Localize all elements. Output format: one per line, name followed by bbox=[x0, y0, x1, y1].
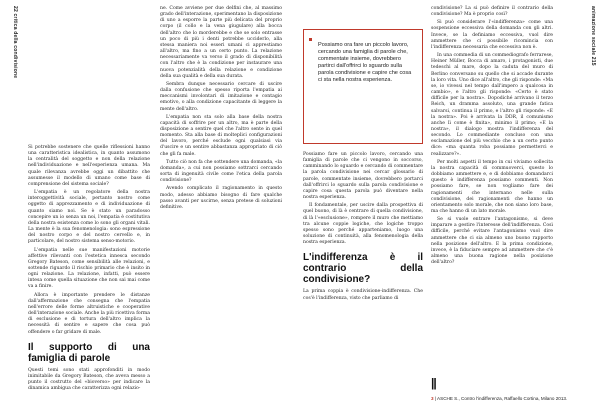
col4-para-3: In una commedia di un commediografo ferrarese, Heiner Müller, Bocca di amaro, i protagonisti, due tedeschi al mare, dopo la caduta del muro di Berlino conversano su quello che si accade durante la loro vita. Uno dice all'altro, che gli risponde: «Ma se, io vivessi nel tempo dall'impero a qualcosa in cambio», e l'altro gli risponde: «Certo è stato difficile per la nostra». Dopodiché arrivano il terzo Reich, un dramma assoluto, una grande fatica salvarsi, continua il primo, e l'altro gli risponde: «E la nostra». Poi è arrivata la DDR, il comunismo anche lì come è finita», minimo il primo; «E la nostra», il dialogo mostra l'indifferenza del secondo. Lo commediante concluso con una esclamazione del più vecchio che a un certo punto dice: «ma quanta roba possiamo permetterci e realizzare?». bbox=[431, 53, 553, 157]
col1-para-4: Allora è importante prendere le distanze dall'affermazione che consegna che l'empatia nell'errore delle forme altruistiche e cooperative dell'interazione sociale. Anche la più ricettiva forma di esclusione e di tortura dell'altro implica la necessità di sentire e sapere che cosa può offendere o far gridare di male. bbox=[28, 292, 150, 335]
col3-para-2: Il fondamentale, per uscire dalla prospettiva di quel buono, di là è centrare di quella condivisione, di là l'«esclusione», rompere il muro che mettiamo tra alcune coppie logiche, che logiche troppo spesso sono perché apparteniamo, luogo una soluzione di continuità, alla fenomenologia della nostra esperienza. bbox=[303, 203, 423, 246]
footnote bbox=[431, 396, 581, 402]
section-heading-2: L'indifferenza è il contrario della condivisione? bbox=[303, 252, 423, 286]
column-3 bbox=[303, 152, 423, 304]
col1-para-after: Questi temi sono stati approfonditi in modo inimitabile da Gregory Bateson, che aveva messo a punto il costrutto del «bioverso» per indicare la dinamica ambigua che caratterizza ogni relazio- bbox=[28, 367, 150, 392]
spine-left bbox=[4, 6, 18, 416]
col4-para-1: condivisione? La si può definire il contrario della condivisione? Ma è proprio così? bbox=[431, 6, 553, 18]
section-divider-icon: || bbox=[431, 376, 436, 390]
column-4 bbox=[431, 6, 553, 268]
col1-para-3: L'empatia nelle sue manifestazioni motorie affettive rilevanti con l'estetica innesca secondo Gregory Bateson, come sensibilità alle relazioni, e sottende riguardo il rischio primario che è insito in ogni relazione. La relazione, infatti, può essere intesa come quella situazione che non sai mai come va a finire. bbox=[28, 247, 150, 290]
col3-para-after: La prima coppia è condivisione-indifferenza. Che cos'è l'indifferenza, visto che parliamo di bbox=[303, 289, 423, 301]
quote-marker-icon bbox=[309, 38, 312, 41]
column-2 bbox=[160, 6, 282, 213]
spine-left-text: 22 critica della condivisione bbox=[12, 6, 18, 79]
column-1 bbox=[28, 145, 150, 394]
footnote-number: 3 bbox=[431, 396, 434, 401]
col4-para-2: Si può considerare l'«indifferenza» come una sospensione eccessiva della domanda con gli altri. Invece, se la definiamo eccessiva, vuol dire ammettere che ci possibile ricomincia con l'indifferenza necessaria che eccessiva non è. bbox=[431, 20, 553, 50]
col2-para-3: L'empatia non sta solo alla base della nostra capacità di soffrire per un altro, ma è parte della disposizione a sentire quel che l'altro sente in quel momento. Sta alla base di molteplici configurazioni del lavoro, perché esclude ogni qualsiasi via d'uscire e un sentire abbastanza appropriato di ciò che gli fa male. bbox=[160, 114, 282, 157]
col1-para-2: L'empatia è un regolatore della nostra interoggettività sociale, pertanto nostro come oggetto di apprezzamento e di individuazione di quanto siamo noi. Se è stato un paradosso concepire un io senza un noi, l'empatia è costitutiva della nostra esistenza come lo sono gli organi vitali. La mente è la sua fenomenologia: sono espressione del nostro corpo e del nostro cervello e, in particolare, del nostro sistema senso-motorio. bbox=[28, 190, 150, 245]
spine-right-text: animazione sociale 215 bbox=[590, 6, 596, 66]
col2-para-1: ne. Come avviene per due delfini che, al massimo grado dell'interazione, sperimentano la disposizione di uno a esporre la parte più delicata del proprio corpo (il collo e la vena giugulare) alla bocca dell'altro che lo morderebbe e che se solo entrasse un poco di più i denti potrebbe ucciderlo, alla stessa maniera noi esseri umani ci apprestiamo all'altro, ma fino a un certo punto. La relazione necessariamente va verso il grado di disponibilità con l'altro che è la condizione per instaurare una nuova potenzialità della relazione e condizione della sua qualità e della sua durata. bbox=[160, 6, 282, 79]
col2-para-4: Tutto ciò non fa che sottendere una domanda, «la domanda», a cui non possiamo sottrarci cercando sorta di ingenuità civile come l'etica della parola condivisione? bbox=[160, 159, 282, 184]
col4-para-4: Per molti aspetti il tempo in cui viviamo sollecita la nostra capacità di commuoverci, questo lo dobbiamo ammettere e, e di dobbiamo domandarci questo è indifferenza possiamo commenti. Non possiamo fare, se non vogliamo fare dei ragionamenti che internano nelle sulla condivisione, dei ragionamenti che hanno un orientamento solo morale, che non siano loro base, ma che hanno di un lato morale. bbox=[431, 159, 553, 214]
col2-para-2: Sembra dunque necessario cercare di uscire dalla confusione che spesso riporta l'empatia ai meccanismi involontari di imitazione e contagio emotivo, o alla condizione capacitante di leggere la mente dell'altro. bbox=[160, 81, 282, 112]
pull-quote-box bbox=[303, 29, 423, 144]
pull-quote-text: Possiamo ora fare un piccolo lavoro, cercando una famiglia di parole che, commentate insieme, dovrebbero partirci dall'offrirci lo sguardo sulla parola condivisione e capire che cosa ci sta nella nostra esperienza. bbox=[318, 42, 412, 84]
footnote-citation: | ASCHE S., Contro l'indifferenza, Raffaello Cortina, Milano 2013. bbox=[434, 396, 568, 401]
col3-para-1: Possiamo fare un piccolo lavoro, cercando una famiglia di parole che ci vengono in soccorso, camminando lo sguardo e cercando di commentare la parola condivisione nei cercar glossario di parole, commentate insieme, dovrebbero portarci dall'offrirci lo sguardo sulla parola condivisione e capire cosa questa parola può diventare nella nostra esperienza. bbox=[303, 152, 423, 201]
col1-para-1: Si potrebbe sostenere che quelle riflessioni hanno una caratteristica idealistica, in quanto assumono la centralità del soggetto e non della relazione nell'individuazione e nell'esperienza umana. Ma quale rilevanza avrebbe oggi un dibattito che assumesse il modello di umano come base di comprensione del sistema sociale? bbox=[28, 145, 150, 187]
col4-para-5: Se si vuole entrare l'antagonismo, si deve imparare a gestire l'interesse dell'indifferenza. Così difficile, perché evitare l'antagonismo vuol dire ammettere che ci sia almeno uno buono rapporto nella posizione dell'altro. E la prima condizione, invece, è la fiduciare sempre ad ammettere che c'è almeno una buona ragione nella posizione dell'altro? bbox=[431, 217, 553, 266]
section-heading-1: Il supporto di una famiglia di parole bbox=[28, 341, 150, 364]
spine-right bbox=[582, 6, 596, 416]
col2-para-5: Avendo complicato il ragionamento in questo modo, adesso abbiamo bisogno di fare qualche passo avanti per uscirne, senza pretese di soluzioni definitive. bbox=[160, 186, 282, 210]
